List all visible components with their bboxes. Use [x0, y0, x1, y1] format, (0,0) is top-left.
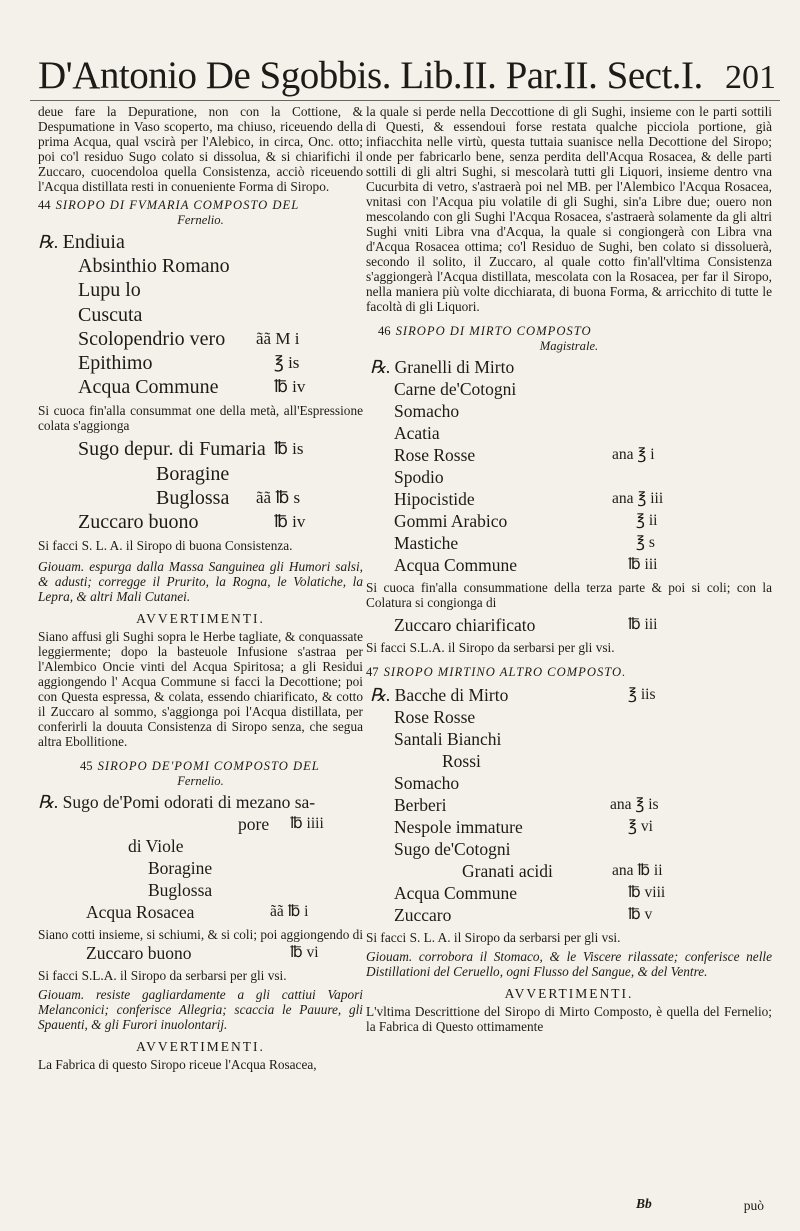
ingredient-quantity: ℥ ii [636, 512, 658, 529]
ingredient-name: Rose Rosse [394, 707, 476, 727]
ingredient-name: Nespole immature [394, 817, 523, 837]
recipe-46-title: SIROPO DI MIRTO COMPOSTO [395, 324, 592, 338]
recipe-45-closing: Si facci S.L.A. il Siropo da serbarsi per gli vsi. [38, 968, 287, 984]
ingredient-line [38, 278, 363, 302]
header-rule [30, 100, 780, 101]
ingredient-name: Somacho [394, 401, 460, 421]
ingredient-quantity: ana ℔ ii [612, 862, 663, 879]
recipe-47-benefits: Giouam. corrobora il Stomaco, & le Viscere rilassate; conferisce nelle Distillationi del Ceruello, ogni Flusso del Sangue, & del Ventre. [366, 949, 772, 979]
ingredient-line [366, 794, 772, 816]
ingredient-line [366, 510, 772, 532]
recipe-symbol: ℞. [38, 792, 59, 813]
ingredient-line [38, 327, 363, 351]
recipe-46-heading [366, 324, 772, 339]
recipe-46-ingredients [366, 356, 772, 576]
ingredient-name: Boragine [156, 462, 230, 485]
ingredient-line [38, 510, 363, 534]
ingredient-name: Endiuia [62, 231, 125, 253]
recipe-44-subtitle: Fernelio. [177, 213, 224, 227]
page-footer [366, 1196, 772, 1218]
page-number: 201 [725, 59, 776, 96]
ingredient-name: Bacche di Mirto [394, 685, 509, 705]
ingredient-line [366, 750, 772, 772]
ingredient-name: Zuccaro buono [78, 511, 199, 534]
ingredient-name: pore [238, 814, 270, 835]
ingredient-line [38, 486, 363, 510]
ingredient-line [366, 838, 772, 860]
ingredient-name: Granelli di Mirto [394, 357, 515, 377]
ingredient-quantity: ℔ vi [290, 944, 319, 962]
recipe-44-ingredients [38, 230, 363, 399]
ingredient-quantity: ℥ is [274, 353, 300, 373]
right-column [366, 104, 772, 1174]
ingredient-line [38, 857, 363, 879]
ingredient-name: Buglossa [156, 486, 230, 509]
ingredient-quantity: ℔ is [274, 439, 304, 459]
recipe-47-notes-heading: AVVERTIMENTI. [504, 986, 634, 1001]
recipe-47-ingredients [366, 684, 772, 926]
ingredient-line [38, 791, 363, 813]
ingredient-name: Santali Bianchi [394, 729, 502, 749]
catchword: può [743, 1198, 764, 1213]
ingredient-line [366, 422, 772, 444]
recipe-47-title: SIROPO MIRTINO ALTRO COMPOSTO. [383, 665, 627, 679]
ingredient-name: Zuccaro chiarificato [394, 615, 536, 635]
ingredient-line [366, 860, 772, 882]
recipe-46-number: 46 [378, 324, 391, 338]
ingredient-name: Sugo de'Cotogni [394, 839, 511, 859]
ingredient-quantity: ℔ iii [628, 556, 658, 573]
ingredient-line [38, 835, 363, 857]
ingredient-line [38, 254, 363, 278]
ingredient-line [38, 462, 363, 486]
ingredient-quantity: ℔ iv [274, 512, 306, 532]
ingredient-line [366, 488, 772, 510]
running-title: D'Antonio De Sgobbis. Lib.II. Par.II. Sect.I. [38, 54, 703, 97]
ingredient-name: Epithimo [78, 352, 153, 375]
recipe-symbol: ℞. [370, 685, 391, 705]
ingredient-line [38, 813, 363, 835]
ingredient-name: Zuccaro buono [86, 943, 192, 964]
ingredient-quantity: ana ℥ i [612, 446, 655, 463]
recipe-45-ingredients [38, 791, 363, 923]
ingredient-name: Acqua Commune [394, 883, 517, 903]
ingredient-line [366, 400, 772, 422]
recipe-45-heading [38, 759, 363, 774]
ingredient-name: Boragine [148, 858, 213, 879]
ingredient-quantity: ℔ iiii [290, 815, 324, 833]
ingredient-quantity: ℥ s [636, 534, 655, 551]
ingredient-line [366, 378, 772, 400]
ingredient-name: Absinthio Romano [78, 255, 230, 278]
ingredient-name: Acqua Commune [394, 555, 517, 575]
ingredient-line [366, 554, 772, 576]
ingredient-name: Cuscuta [78, 303, 143, 326]
ingredient-line [38, 351, 363, 375]
ingredient-name: Buglossa [148, 880, 213, 901]
ingredient-quantity: ℔ iii [628, 616, 658, 633]
ingredient-name: Sugo depur. di Fumaria [78, 438, 266, 461]
ingredient-line [38, 942, 363, 964]
recipe-44-notes: Siano affusi gli Sughi sopra le Herbe tagliate, & conquassate leggiermente; dopo la basteuole Infusione s'astraa per l'Alembico Oncie vinti del Acqua Spiritosa; a gli Residui aggiongendo l' Acqua Commune si facci la Decottione; poi con Questa espressa, & colata, essendo chiarificato, & cotto il Zuccaro al sommo, s'aggionga poi l'Acqua distillata, per conferirli la douuta Consistenza di Siropo senza, che segua altra Ebollitione. [38, 629, 363, 750]
left-intro-paragraph: deue fare la Depuratione, non con la Cottione, & Despumatione in Vaso scoperto, ma chiuso, riceuendo della prima Acqua, qual vscirà per l'Alebico, in circa, Onc. otto; poi co'l residuo Sugo colato si dissolua, & si chiarifichi il Zuccaro, cuocendoloa quella Consistenza, acciò riceuendo l'Acqua distillata resti in conueniente Forma di Siropo. [38, 104, 363, 194]
ingredient-line [366, 904, 772, 926]
recipe-symbol: ℞. [38, 232, 59, 252]
ingredient-name: Somacho [394, 773, 460, 793]
ingredient-name: Zuccaro [394, 905, 452, 925]
ingredient-line [366, 466, 772, 488]
recipe-44-benefits: Giouam. espurga dalla Massa Sanguinea gli Humori salsi, & adusti; corregge il Prurito, la Rogna, le Volatiche, la Lepra, & altri Mali Cutanei. [38, 559, 363, 605]
ingredient-line [366, 816, 772, 838]
ingredient-line [366, 772, 772, 794]
ingredient-line [38, 230, 363, 254]
ingredient-quantity: ãã ℔ i [270, 903, 309, 921]
recipe-46-instruction: Si cuoca fin'alla consummatione della terza parte & poi si coli; con la Colatura si congionga di [366, 580, 772, 610]
ingredient-quantity: ℔ iv [274, 377, 306, 397]
ingredient-quantity: ana ℥ iii [612, 490, 664, 507]
ingredient-name: Mastiche [394, 533, 459, 553]
ingredient-line [366, 684, 772, 706]
ingredient-quantity: ãã M i [256, 328, 300, 348]
ingredient-quantity: ℥ vi [628, 818, 653, 835]
ingredient-name: Carne de'Cotogni [394, 379, 517, 399]
left-column [38, 104, 363, 1224]
recipe-44-notes-heading: AVVERTIMENTI. [136, 611, 265, 627]
recipe-45-instruction: Siano cotti insieme, si schiumi, & si coli; poi aggiongendo di [38, 927, 363, 943]
ingredient-line [366, 356, 772, 378]
ingredient-name: Granati acidi [462, 861, 553, 881]
recipe-45-notes: La Fabrica di questo Siropo riceue l'Acqua Rosacea, [38, 1057, 317, 1073]
ingredient-line [366, 444, 772, 466]
ingredient-line [38, 879, 363, 901]
ingredient-line [38, 375, 363, 399]
signature-mark: Bb [636, 1196, 652, 1211]
ingredient-line [38, 901, 363, 923]
recipe-45-title: SIROPO DE'POMI COMPOSTO DEL [97, 759, 320, 774]
ingredient-line [366, 614, 772, 636]
ingredient-line [366, 532, 772, 554]
recipe-46-closing: Si facci S.L.A. il Siropo da serbarsi per gli vsi. [366, 640, 615, 655]
ingredient-name: di Viole [128, 836, 184, 857]
recipe-45-notes-heading: AVVERTIMENTI. [136, 1039, 265, 1055]
ingredient-line [38, 303, 363, 327]
ingredient-name: Berberi [394, 795, 447, 815]
ingredient-name: Acatia [394, 423, 440, 443]
recipe-44-number: 44 [38, 198, 51, 212]
recipe-44-closing: Si facci S. L. A. il Siropo di buona Consistenza. [38, 538, 293, 554]
recipe-44-ingredients-2 [38, 437, 363, 534]
ingredient-name: Rose Rosse [394, 445, 476, 465]
ingredient-name: Acqua Rosacea [86, 902, 195, 923]
ingredient-name: Sugo de'Pomi odorati di mezano sa- [62, 792, 316, 813]
ingredient-name: Acqua Commune [78, 376, 219, 399]
recipe-44-title: SIROPO DI FVMARIA COMPOSTO DEL [55, 198, 300, 212]
ingredient-quantity: ana ℥ is [610, 796, 659, 813]
recipe-47-notes: L'vltima Descrittione del Siropo di Mirto Composto, è quella del Fernelio; la Fabrica di Questo ottimamente [366, 1004, 772, 1034]
ingredient-quantity: ℔ viii [628, 884, 666, 901]
recipe-47-closing: Si facci S. L. A. il Siropo da serbarsi per gli vsi. [366, 930, 621, 945]
recipe-44-heading [38, 198, 363, 213]
recipe-46-subtitle: Magistrale. [539, 339, 599, 353]
recipe-symbol: ℞. [370, 357, 391, 377]
right-intro-paragraph: la quale si perde nella Deccottione di gli Sughi, insieme con le parti sottili di Questi, & essendoui forse restata qualche picciola portione, già infiacchita nelle virtù, questa tuttaia suanisce nella Decottione del Siropo; onde per fabricarlo bene, senza perdita dell'Acqua Rosacea, & delle parti sottili di gli altri Sughi, si mescolarà tutti gli Liquori, insieme dentro vna Cucurbita di vetro, s'astraerà poi nel MB. per l'Alembico l'Acqua Rosacea, vnitasi con l'Acqua piu volatile di gli Sughi, sin'a Libre due; ouero non mescolando con gli Sughi l'Acqua Rosacea, s'astraerà solamente da gli altri Sughi vniti Libra vna d'Acqua, la quale si congiongerà con Libra vna d'Acqua Rosacea ottima; co'l Residuo de Sughi, ben colato si dissoluerà, secondo il solito, il Zuccaro, al quale cotto fin'all'vltima Consistenza s'aggiongerà l'Acqua distillata, mescolata con la Rosacea, per far il Siropo, nella maniera più volte dicchiarata, di buona Forma, & arricchito di tutte le facoltà di gli Liquori. [366, 104, 772, 314]
ingredient-line [38, 437, 363, 461]
ingredient-name: Spodio [394, 467, 444, 487]
ingredient-quantity: ãã ℔ s [256, 487, 301, 507]
recipe-45-subtitle: Fernelio. [177, 774, 224, 789]
ingredient-line [366, 728, 772, 750]
recipe-46-ingredients-2 [366, 614, 772, 636]
recipe-47-heading [366, 665, 772, 680]
ingredient-line [366, 882, 772, 904]
ingredient-line [366, 706, 772, 728]
ingredient-name: Rossi [442, 751, 481, 771]
running-header [38, 54, 778, 98]
ingredient-name: Hipocistide [394, 489, 475, 509]
ingredient-name: Lupu lo [78, 279, 141, 302]
recipe-45-benefits: Giouam. resiste gagliardamente a gli cattiui Vapori Melanconici; conferisce Allegria; scaccia le Pauure, gli Spauenti, & gli Furori inuolontarij. [38, 987, 363, 1033]
recipe-44-instruction: Si cuoca fin'alla consummat one della metà, all'Espressione colata s'aggionga [38, 403, 363, 434]
recipe-45-number: 45 [80, 759, 93, 774]
ingredient-name: Gommi Arabico [394, 511, 508, 531]
recipe-45-ingredients-2 [38, 942, 363, 964]
ingredient-quantity: ℔ v [628, 906, 653, 923]
recipe-47-number: 47 [366, 665, 379, 679]
ingredient-quantity: ℥ iis [628, 686, 656, 703]
ingredient-name: Scolopendrio vero [78, 327, 226, 350]
